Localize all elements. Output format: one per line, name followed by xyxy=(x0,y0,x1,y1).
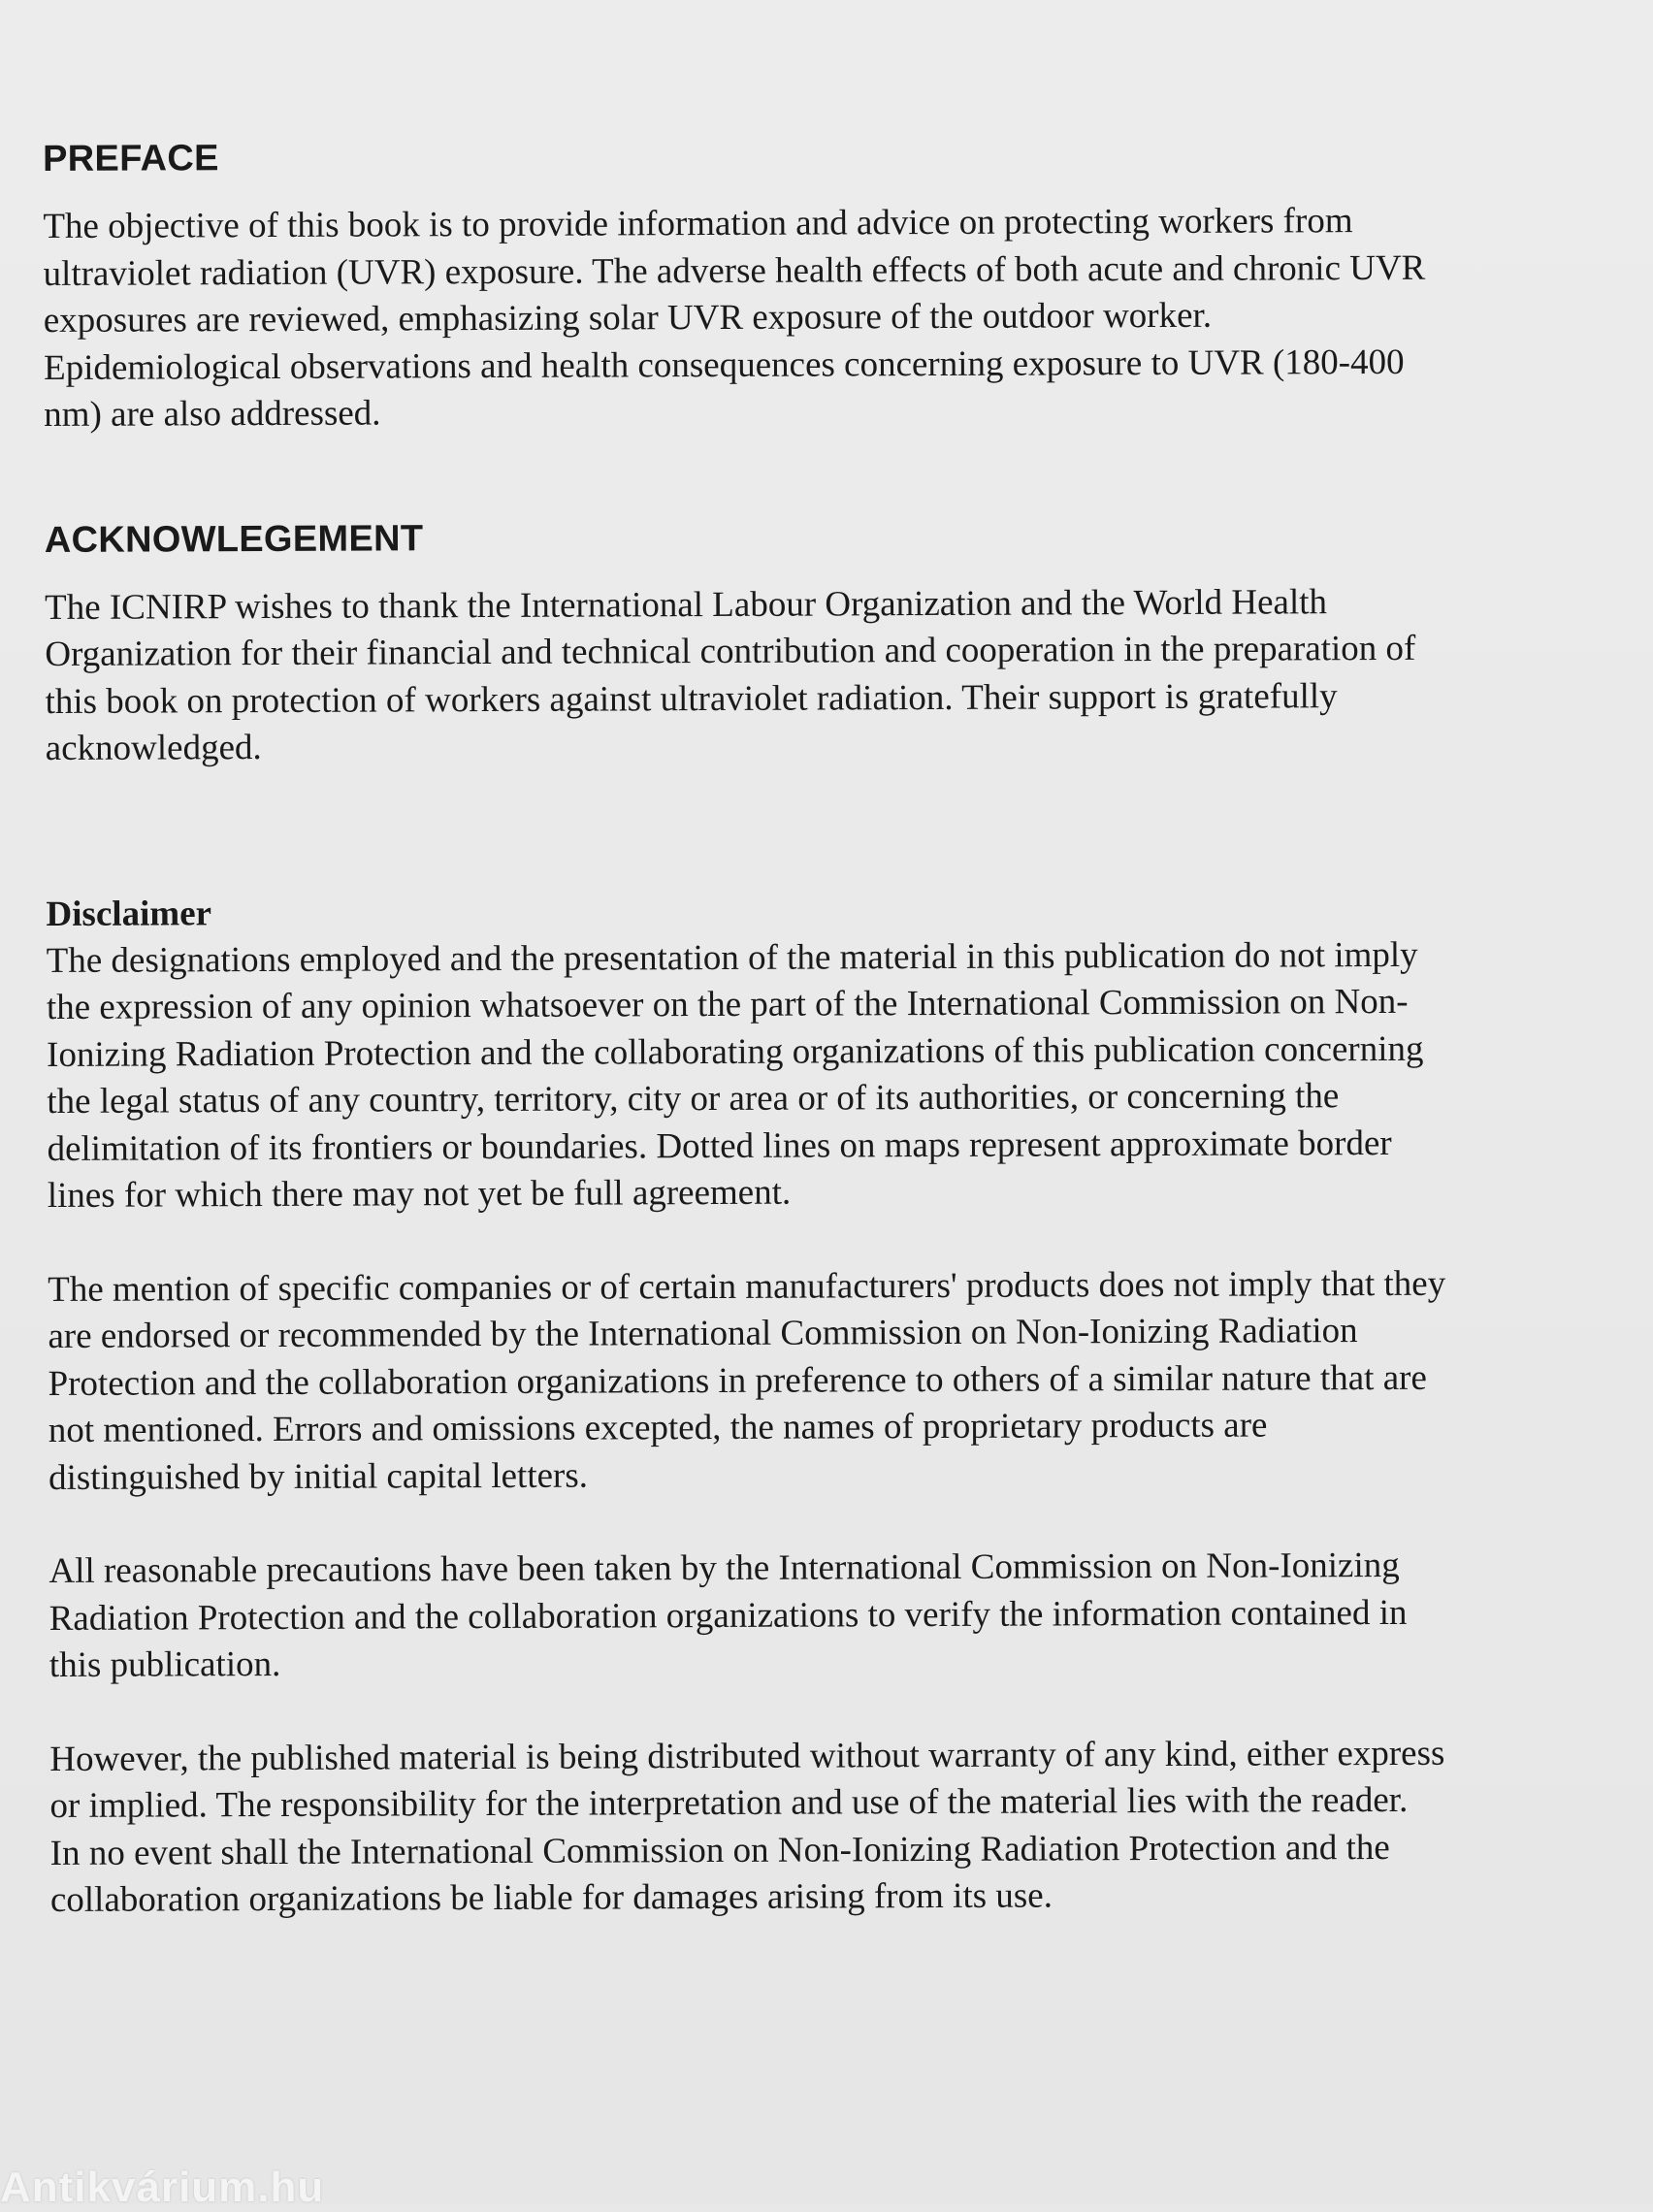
section-spacer xyxy=(46,765,1618,891)
disclaimer-heading: Disclaimer xyxy=(46,893,212,934)
paragraph-spacer xyxy=(49,1682,1621,1736)
paragraph-spacer xyxy=(49,1495,1620,1548)
acknowledgement-heading: ACKNOWLEGEMENT xyxy=(44,517,424,561)
page-content xyxy=(43,129,1622,1925)
preface-text: The objective of this book is to provide information and advice on protecting workers from ultraviolet radiation (UVR) exposure. The adverse health effects of both acute and chronic UVR exposures are reviewed, emphasizing solar UVR exposure of the outdoor worker. Epidemiological observations and health consequences concerning exposure to UVR (180-400 nm) are also addressed. xyxy=(43,201,1426,435)
acknowledgement-text: The ICNIRP wishes to thank the International Labour Organization and the World Health Organization for their financial and technical contribution and cooperation in the preparation of this book on protection of workers against ultraviolet radiation. Their support is gratefully acknowledged. xyxy=(45,581,1416,768)
disclaimer-paragraph-1: The designations employed and the presentation of the material in this publication do not imply the expression of any opinion whatsoever on the part of the International Commission on Non- Ionizing Radiation Protection and the collaborating organizations of this publication concerning the legal status of any country, territory, city or area or of its authorities, or concerning the delimitation of its frontiers or boundaries. Dotted lines on maps represent approximate border lines for which there may not yet be full agreement. xyxy=(46,934,1424,1216)
disclaimer-paragraph-4: However, the published material is being distributed without warranty of any kind, either express or implied. The responsibility for the interpretation and use of the material lies with the reader. In no event shall the International Commission on Non-Ionizing Radiation Protection and the collaboration organizations be liable for damages arising from its use. xyxy=(49,1733,1445,1920)
paragraph-spacer xyxy=(48,1213,1619,1266)
watermark-logo: Antikvárium.hu xyxy=(0,2163,325,2211)
disclaimer-paragraph-3: All reasonable precautions have been taken by the International Commission on Non-Ionizing Radiation Protection and the collaboration organizations to verify the information contained in this publication. xyxy=(49,1545,1408,1685)
disclaimer-paragraph-2: The mention of specific companies or of certain manufacturers' products does not imply that they are endorsed or recommended by the International Commission on Non-Ionizing Radiation Protection and the collaboration organizations in preference to others of a similar nature that are not mentioned. Errors and omissions excepted, the names of proprietary products are distinguished by initial capital letters. xyxy=(48,1263,1446,1498)
preface-heading: PREFACE xyxy=(43,138,219,179)
section-spacer xyxy=(44,432,1615,516)
